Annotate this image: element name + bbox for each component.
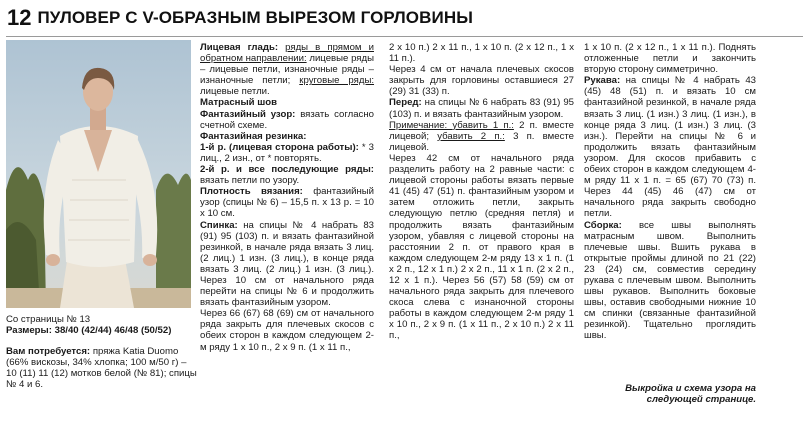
sizes-value: 38/40 (42/44) 46/48 (50/52) xyxy=(54,325,172,337)
from-page-note: Со страницы № 13 xyxy=(6,314,91,325)
decrease-note-text2: 3 п. вместе лицевой. xyxy=(389,130,574,153)
gauge-text: фантазийный узор (спицы № 6) – 15,5 п. х 13 р. = 10 х 10 см. xyxy=(200,186,374,220)
materials-label: Вам потребуется: xyxy=(6,346,91,358)
instructions-column-2 xyxy=(389,42,574,342)
rib-row1 xyxy=(200,142,374,164)
rib-row1-label: 1-й р. (лицевая сторона работы): xyxy=(200,141,359,153)
sizes-label: Размеры: xyxy=(6,325,52,337)
fancy-pattern-paragraph xyxy=(200,109,374,131)
back-paragraph xyxy=(200,220,374,309)
rib-row1-text: * 3 лиц., 2 изн., от * повторять. xyxy=(200,141,374,164)
model-illustration xyxy=(6,40,191,308)
gauge-label: Плотность вязания: xyxy=(200,186,303,198)
stockinette-flat-text: лицевые ряды – лицевые петли, изнаночные ряды – изнаночные петли; xyxy=(200,53,374,87)
decrease-note-text1: 2 п. вместе лицевой; xyxy=(389,119,574,142)
assembly-label: Сборка: xyxy=(584,219,622,231)
back-label: Спинка: xyxy=(200,219,238,231)
materials-text: пряжа Katia Duomo (66% вискозы, 34% хлопка; 100 м/50 г) – 10 (11) 11 (12) мотков белой (№ 81); спицы № 4 и 6. xyxy=(6,346,197,391)
next-page-note xyxy=(600,383,756,405)
rib-row2-label: 2-й р. и все последующие ряды: xyxy=(200,164,374,176)
stockinette-flat-label: ряды в прямом и обратном направлении: xyxy=(200,42,374,65)
instructions-column-1 xyxy=(200,42,374,353)
front-paragraph xyxy=(389,97,574,119)
sleeves-label: Рукава: xyxy=(584,75,621,87)
assembly-paragraph xyxy=(584,220,756,342)
stockinette-round-label: круговые ряды: xyxy=(299,75,375,87)
front-neck-paragraph: Через 42 см от начального ряда разделить работу на 2 равные части: с лицевой стороны работы вязать первые 41 (45) 47 (51) п. фантазийным узором и затем отложить петли, закрыть следующую петлю (средняя петля) и продолжить вязать фантазийным узором, убавляя с лицевой стороны на расстоянии 2 п. от правого края в каждом следующем 2-м ряду 13 х 1 п. (1 х 2 п., 12 х 1 п.) 2 х 2 п., 11 х 1 п. (2 х 2 п., 12 х 1 п.). Через 56 (57) 58 (59) см от начального ряда закрыть для плечевого скоса слева с изнаночной стороны работы в каждом следующем 2-м ряду 1 х 10 п., 2 х 9 п. (1 х 11 п., 2 х 10 п.) 2 х 11 п., xyxy=(389,152,574,342)
neck-bindoff: Через 4 см от начала плечевых скосов закрыть для горловины оставшиеся 27 (29) 31 (33) п. xyxy=(389,64,574,98)
fancy-pattern-text: вязать согласно счетной схеме. xyxy=(200,108,374,131)
pattern-number: 12 xyxy=(7,5,32,30)
decrease-note xyxy=(389,120,574,153)
back-continued: 2 х 10 п.) 2 х 11 п., 1 х 10 п. (2 х 12 п., 1 х 11 п.). xyxy=(389,42,574,65)
sleeves-text: на спицы № 4 набрать 43 (45) 48 (51) п. и вязать 10 см фантазийной резинкой, в начале ряда вязать 3 лиц. (1 изн.) 3 лиц. (1 изн.), в конце ряда 3 лиц. (1 изн.) 3 лиц. (3 изн.). Перейти на спицы № 6 и продолжить вязать фантазийным узором. Для скосов прибавить с обеих сторон в каждом следующем 4-м ряду 11 х 1 п. = 65 (67) 70 (73) п. Через 44 (45) 46 (47) см от начального ряда закрыть свободно петли. xyxy=(584,75,756,220)
instructions-column-3 xyxy=(584,42,756,342)
stockinette-label: Лицевая гладь: xyxy=(200,42,279,53)
back-shoulder-paragraph: Через 66 (67) 68 (69) см от начального ряда закрыть для плечевых скосов с обеих сторон в каждом следующем 2-м ряду 1 х 10 п., 2 х 9 п. (1 х 11 п., xyxy=(200,308,374,353)
pattern-title: ПУЛОВЕР С V-ОБРАЗНЫМ ВЫРЕЗОМ ГОРЛОВИНЫ xyxy=(37,8,473,27)
front-text: на спицы № 6 набрать 83 (91) 95 (103) п. и вязать фантазийным узором. xyxy=(389,97,574,120)
materials-line xyxy=(6,346,198,390)
sleeves-paragraph xyxy=(584,75,756,219)
fancy-pattern-label: Фантазийный узор: xyxy=(200,108,296,120)
stockinette-paragraph xyxy=(200,42,374,97)
rib-heading: Фантазийная резинка: xyxy=(200,130,307,142)
sizes-line xyxy=(6,325,198,336)
model-photo xyxy=(6,40,191,308)
back-text: на спицы № 4 набрать 83 (91) 95 (103) п. и вязать фантазийной резинкой, в начале ряда вязать 3 лиц. (2 лиц.) 1 изн. (3 лиц.), в конце ряда вязать 3 лиц. (2 лиц.) 1 изн. (3 лиц.). Через 10 см от начального ряда перейти на спицы № 6 и продолжить вязать фантазийным узором. xyxy=(200,219,374,309)
front-label: Перед: xyxy=(389,97,422,109)
seam-heading: Матрасный шов xyxy=(200,97,277,109)
header-divider xyxy=(6,36,803,37)
pattern-info xyxy=(6,314,198,391)
decrease-note-label2: убавить 2 п.: xyxy=(437,130,505,142)
decrease-note-label: Примечание: убавить 1 п.: xyxy=(389,119,514,131)
rib-row2-text: вязать петли по узору. xyxy=(200,175,300,187)
page-header xyxy=(7,3,473,33)
stockinette-round-text: лицевые петли. xyxy=(200,86,270,98)
next-page-note-text: Выкройка и схема узора на следующей странице. xyxy=(625,383,756,406)
front-finish: 1 х 10 п. (2 х 12 п., 1 х 11 п.). Поднять отложенные петли и закончить вторую сторону симметрично. xyxy=(584,42,756,76)
assembly-text: все швы выполнять матрасным швом. Выполнить плечевые швы. Вшить рукава в открытые проймы длиной по 21 (22) 23 (24) см, совместив середину рукава с плечевым швом. Выполнить швы рукавов. Выполнить боковые швы, оставив свободными нижние 10 см спинки (связанные фантазийной резинкой). Тщательно проглядить швы. xyxy=(584,219,756,342)
rib-row2 xyxy=(200,164,374,186)
gauge-paragraph xyxy=(200,186,374,219)
